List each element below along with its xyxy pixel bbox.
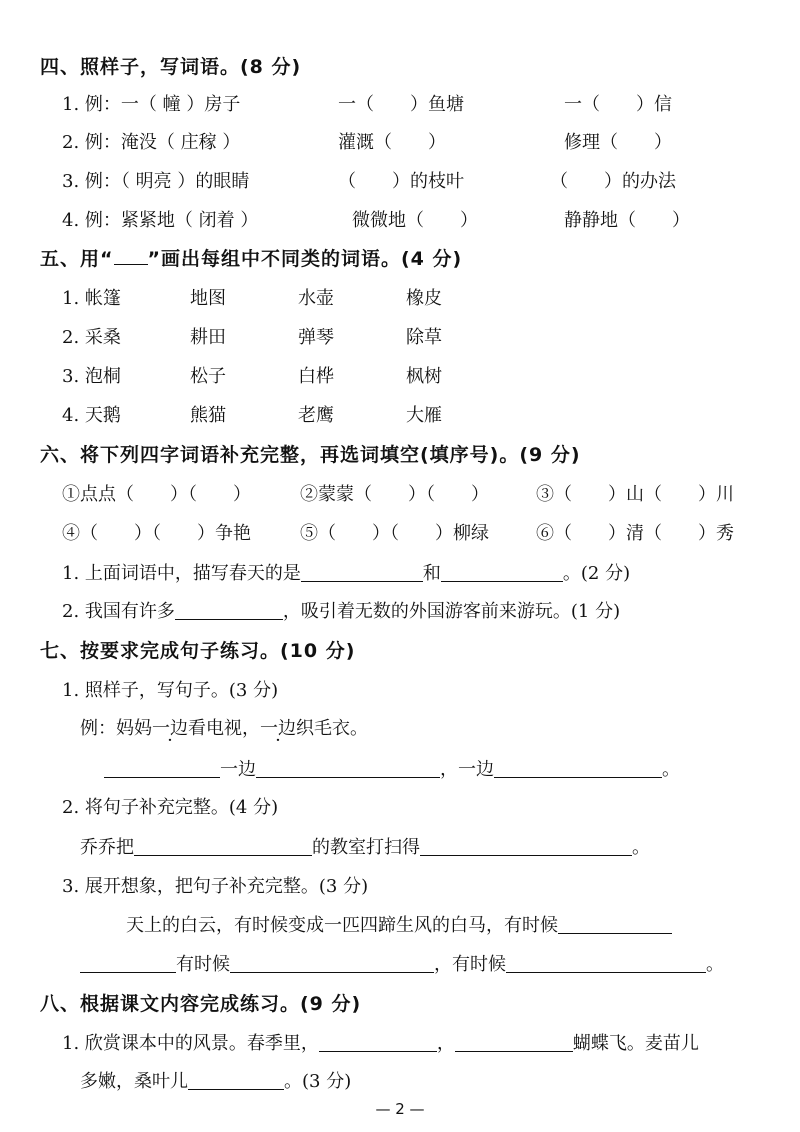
s4-row4-c: 静静地（ ） [564, 210, 690, 231]
s5-row4-w4: 大雁 [406, 405, 442, 426]
s5-row2-w2: 耕田 [190, 327, 226, 348]
s4-row1-b: 一（ ）鱼塘 [338, 94, 464, 115]
s4-row2-b: 灌溉（ ） [338, 132, 446, 153]
s5-row2-w3: 弹琴 [298, 327, 334, 348]
s4-row1-example: 1. 例：一（ 幢 ）房子 [62, 94, 241, 115]
s7-fill-2: 乔乔把 的教室打扫得 。 [80, 837, 650, 858]
answer-blank[interactable] [188, 1071, 284, 1090]
section-4-title: 四、照样子，写词语。(8 分) [40, 56, 302, 78]
s8-question-1: 1. 欣赏课本中的风景。春季里， ， 蝴蝶飞。麦苗儿 [62, 1033, 699, 1054]
s7-question-1: 1. 照样子，写句子。(3 分) [62, 680, 279, 701]
s7-fill-3a: 天上的白云，有时候变成一匹四蹄生风的白马，有时候 [126, 911, 672, 937]
answer-blank[interactable] [494, 759, 662, 778]
answer-blank[interactable] [175, 601, 283, 620]
s5-row1-n1: 1. 帐篷 [62, 288, 121, 309]
s6-item-1: ①点点（ ）（ ） [62, 484, 251, 505]
section-6-title: 六、将下列四字词语补充完整，再选词填空(填序号)。(9 分) [40, 444, 581, 466]
s6-question-2: 2. 我国有许多 ，吸引着无数的外国游客前来游玩。(1 分) [62, 601, 621, 622]
emphasis-word: 一边 [152, 718, 188, 739]
s7-question-3: 3. 展开想象，把句子补充完整。(3 分) [62, 876, 369, 897]
s6-question-1: 1. 上面词语中，描写春天的是 和 。(2 分) [62, 563, 631, 584]
s5-row4-n1: 4. 天鹅 [62, 405, 121, 426]
s5-row3-w4: 枫树 [406, 366, 442, 387]
s8-question-1-cont: 多嫩，桑叶儿 。(3 分) [80, 1071, 352, 1092]
answer-blank[interactable] [506, 954, 706, 973]
s4-row2-c: 修理（ ） [564, 132, 672, 153]
s5-row3-w3: 白桦 [298, 366, 334, 387]
answer-blank[interactable] [319, 1033, 437, 1052]
answer-blank[interactable] [420, 837, 632, 856]
section-5-title: 五、用“ ”画出每组中不同类的词语。(4 分) [40, 248, 463, 270]
s4-row4-b: 微微地（ ） [352, 210, 478, 231]
answer-blank[interactable] [455, 1033, 573, 1052]
s4-row1-c: 一（ ）信 [564, 94, 672, 115]
section-8-title: 八、根据课文内容完成练习。(9 分) [40, 993, 362, 1015]
answer-blank[interactable] [441, 563, 563, 582]
s6-item-5: ⑤（ ）（ ）柳绿 [300, 523, 489, 544]
s5-row2-n1: 2. 采桑 [62, 327, 121, 348]
s6-item-3: ③（ ）山（ ）川 [536, 484, 734, 505]
s7-fill-3b: 有时候 ，有时候 。 [80, 950, 724, 976]
s7-question-2: 2. 将句子补充完整。(4 分) [62, 797, 279, 818]
s4-row3-b: （ ）的枝叶 [338, 171, 464, 192]
answer-blank[interactable] [104, 759, 220, 778]
s5-row4-w3: 老鹰 [298, 405, 334, 426]
s4-row3-example: 3. 例：（ 明亮 ）的眼睛 [62, 171, 250, 192]
s6-item-6: ⑥（ ）清（ ）秀 [536, 523, 734, 544]
s4-row3-c: （ ）的办法 [550, 171, 676, 192]
answer-blank[interactable] [134, 837, 312, 856]
s7-example: 例：妈妈一边看电视，一边织毛衣。 [80, 718, 368, 739]
answer-blank[interactable] [80, 954, 176, 973]
answer-blank[interactable] [230, 954, 434, 973]
page-number: — 2 — [375, 1100, 425, 1118]
s5-row1-w4: 橡皮 [406, 288, 442, 309]
s5-row3-n1: 3. 泡桐 [62, 366, 121, 387]
answer-blank[interactable] [558, 915, 672, 934]
s6-item-2: ②蒙蒙（ ）（ ） [300, 484, 489, 505]
s5-row1-w2: 地图 [190, 288, 226, 309]
s7-fill-1: 一边 ，一边 。 [104, 755, 680, 781]
s5-row3-w2: 松子 [190, 366, 226, 387]
s4-row2-example: 2. 例：淹没（ 庄稼 ） [62, 132, 241, 153]
s5-row1-w3: 水壶 [298, 288, 334, 309]
answer-blank[interactable] [256, 759, 440, 778]
s4-row4-example: 4. 例：紧紧地（ 闭着 ） [62, 210, 259, 231]
section-7-title: 七、按要求完成句子练习。(10 分) [40, 640, 356, 662]
s6-item-4: ④（ ）（ ）争艳 [62, 523, 251, 544]
s5-row2-w4: 除草 [406, 327, 442, 348]
underline-sample [114, 250, 148, 265]
answer-blank[interactable] [301, 563, 423, 582]
emphasis-word: 一边 [260, 718, 296, 739]
s5-row4-w2: 熊猫 [190, 405, 226, 426]
